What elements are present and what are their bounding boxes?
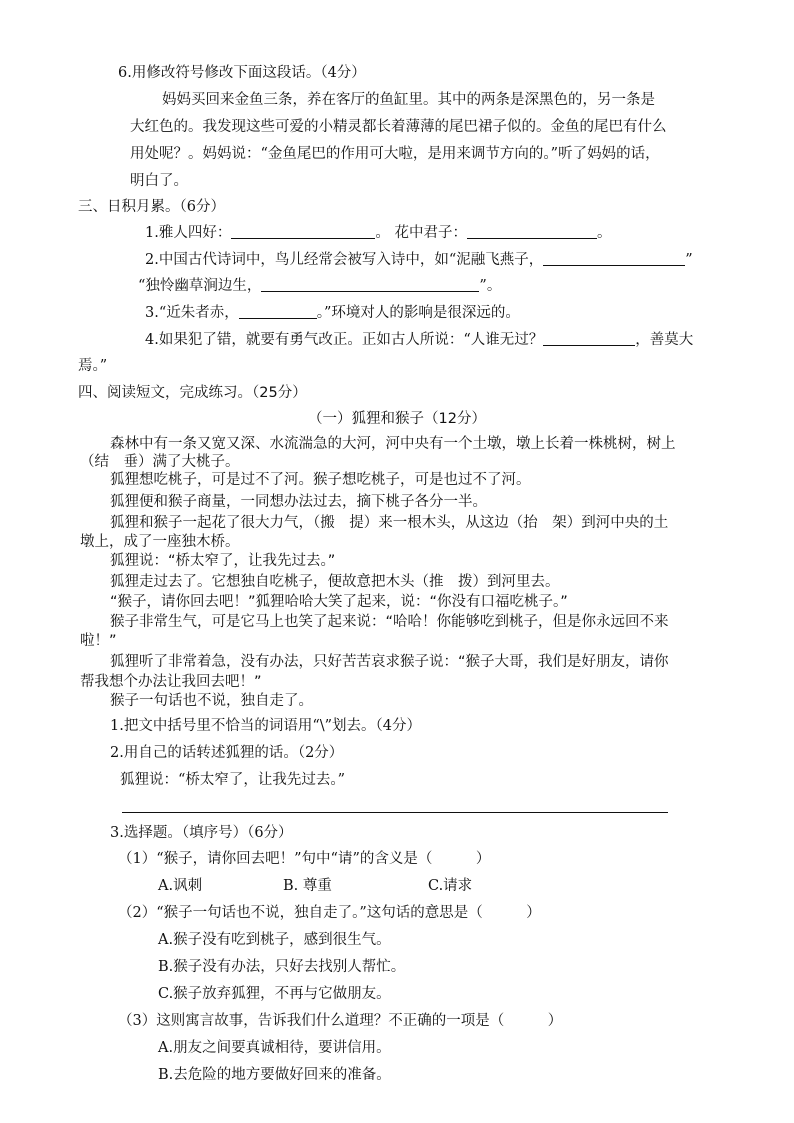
s3-q4-text-b: ，善莫大	[635, 332, 694, 348]
story-line: 帮我想个办法让我回去吧！”	[80, 674, 262, 690]
s3-q3-text-a: 3.“近朱者赤，	[145, 305, 239, 321]
s3-q2-text-a: 2.中国古代诗词中，鸟儿经常会被写入诗中，如“泥融飞燕子，	[145, 252, 544, 268]
story-line: 狐狸听了非常着急，没有办法，只好苦苦哀求猴子说：“猴子大哥，我们是好朋友，请你	[110, 654, 669, 670]
answer-blank[interactable]	[261, 277, 479, 292]
passage-title: （一）狐狸和猴子（12分）	[308, 411, 486, 427]
s4-q3-2: （2）“猴子一句话也不说，独自走了。”这句话的意思是（ ）	[118, 905, 541, 921]
s3-q4-line-1	[145, 330, 693, 350]
story-line: 墩上，成了一座独木桥。	[80, 534, 240, 550]
s3-q3-text-b: 。”环境对人的影响是很深远的。	[316, 305, 520, 321]
s3-q1-text-a: 1.雅人四好：	[145, 225, 232, 241]
q6-line-2: 大红色的。我发现这些可爱的小精灵都长着薄薄的尾巴裙子似的。金鱼的尾巴有什么	[130, 119, 667, 135]
s4-q2-quote: 狐狸说：“桥太窄了，让我先过去。”	[120, 772, 346, 788]
story-line: 狐狸和猴子一起花了很大力气，（搬 提）来一根木头，从这边（抬 架）到河中央的土	[110, 515, 669, 531]
story-line: 狐狸想吃桃子，可是过不了河。猴子想吃桃子，可是也过不了河。	[110, 472, 531, 488]
s3-q2-text-b: ”	[685, 252, 693, 268]
answer-line[interactable]	[122, 812, 668, 813]
s3-q4-text-a: 4.如果犯了错，就要有勇气改正。正如古人所说：“人谁无过？	[145, 332, 544, 348]
option-b: B.去危险的地方要做好回来的准备。	[158, 1067, 391, 1083]
s3-q1	[145, 223, 611, 243]
q6-title: 6.用修改符号修改下面这段话。（4分）	[118, 65, 366, 81]
story-line: 猴子一句话也不说，独自走了。	[110, 693, 313, 709]
option-b: B. 尊重	[283, 878, 332, 894]
story-line: 啦！”	[80, 633, 117, 649]
option-a: A.猴子没有吃到桃子，感到很生气。	[158, 932, 391, 948]
section4-title: 四、阅读短文，完成练习。（25分）	[78, 385, 307, 401]
answer-blank[interactable]	[543, 251, 685, 266]
story-line: “猴子，请你回去吧！”狐狸哈哈大笑了起来，说：“你没有口福吃桃子。”	[110, 594, 568, 610]
q6-line-1: 妈妈买回来金鱼三条，养在客厅的鱼缸里。其中的两条是深黑色的，另一条是	[162, 92, 655, 108]
q6-line-3: 用处呢？。妈妈说：“金鱼尾巴的作用可大啦，是用来调节方向的。”听了妈妈的话，	[130, 146, 660, 162]
story-line: 猴子非常生气，可是它马上也笑了起来说：“哈哈！你能够吃到桃子，但是你永远回不来	[110, 614, 669, 630]
story-line: 狐狸说：“桥太窄了，让我先过去。”	[110, 553, 336, 569]
s3-q2-text-c: “独怜幽草涧边生，	[138, 278, 262, 294]
answer-blank[interactable]	[543, 331, 635, 346]
s3-q2-text-d: ”。	[479, 278, 502, 294]
option-a: A.讽刺	[158, 878, 203, 894]
section3-title: 三、日积月累。（6分）	[78, 199, 225, 215]
story-line: 狐狸走过去了。它想独自吃桃子，便故意把木头（推 拨）到河里去。	[110, 574, 560, 590]
s4-q2: 2.用自己的话转述狐狸的话。（2分）	[110, 745, 344, 761]
q6-line-4: 明白了。	[130, 173, 188, 189]
s4-q3-3: （3）这则寓言故事，告诉我们什么道理？不正确的一项是（ ）	[118, 1013, 563, 1029]
answer-blank[interactable]	[239, 304, 317, 319]
option-c: C.猴子放弃狐狸，不再与它做朋友。	[158, 986, 391, 1002]
story-line: 森林中有一条又宽又深、水流湍急的大河，河中央有一个土墩，墩上长着一株桃树，树上	[110, 436, 676, 452]
s4-q1: 1.把文中括号里不恰当的词语用“\”划去。（4分）	[110, 718, 422, 734]
option-b: B.猴子没有办法，只好去找别人帮忙。	[158, 959, 406, 975]
s3-q4-line-2: 焉。”	[78, 358, 108, 374]
story-line: （结 垂）满了大桃子。	[80, 454, 240, 470]
option-c: C.请求	[428, 878, 473, 894]
s4-q3: 3.选择题。（填序号）（6分）	[110, 825, 293, 841]
s3-q2-line-1	[145, 250, 693, 270]
s3-q1-text-b: 。 花中君子：	[375, 225, 467, 241]
s3-q3	[145, 303, 520, 323]
option-a: A.朋友之间要真诚相待，要讲信用。	[158, 1040, 391, 1056]
s4-q3-1: （1）“猴子，请你回去吧！”句中“请”的含义是（ ）	[118, 851, 491, 867]
s3-q2-line-2	[138, 276, 501, 296]
story-line: 狐狸便和猴子商量，一同想办法过去，摘下桃子各分一半。	[110, 494, 487, 510]
answer-blank[interactable]	[231, 224, 375, 239]
answer-blank[interactable]	[467, 224, 597, 239]
s3-q1-text-c: 。	[596, 225, 612, 241]
